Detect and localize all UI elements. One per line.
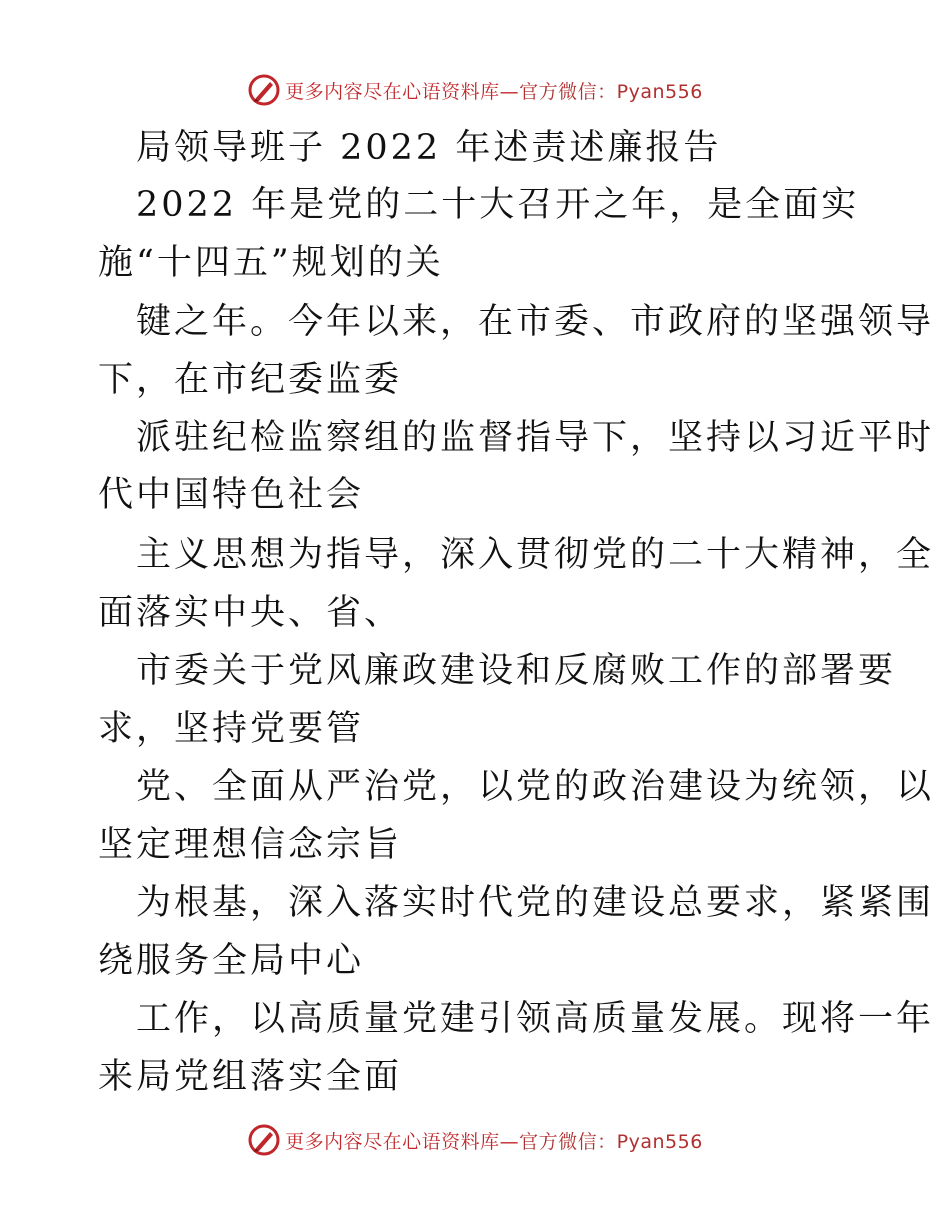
pen-logo-icon <box>247 1123 281 1157</box>
watermark-text: 更多内容尽在心语资料库— <box>285 80 520 103</box>
watermark-contact: 官方微信：Pyan556 <box>519 80 703 103</box>
text-line: 代中国特色社会 <box>98 475 365 515</box>
footer-watermark <box>0 1120 950 1160</box>
watermark-contact: 官方微信：Pyan556 <box>519 1130 703 1153</box>
text-line: 下，在市纪委监委 <box>98 360 403 400</box>
text-line: 面落实中央、省、 <box>98 593 403 633</box>
text-line: 来局党组落实全面 <box>98 1057 403 1097</box>
text-line: 党、全面从严治党，以党的政治建设为统领，以 <box>136 767 935 807</box>
document-title: 局领导班子 2022 年述责述廉报告 <box>136 128 722 168</box>
text-line: 派驻纪检监察组的监督指导下，坚持以习近平时 <box>136 418 935 458</box>
text-line: 主义思想为指导，深入贯彻党的二十大精神，全 <box>136 535 935 575</box>
pen-logo-icon <box>247 73 281 107</box>
text-line: 2022 年是党的二十大召开之年，是全面实 <box>136 185 860 225</box>
text-line: 绕服务全局中心 <box>98 941 365 981</box>
text-line: 工作，以高质量党建引领高质量发展。现将一年 <box>136 999 935 1039</box>
text-line: 市委关于党风廉政建设和反腐败工作的部署要 <box>136 651 897 691</box>
text-line: 求，坚持党要管 <box>98 709 365 749</box>
header-watermark <box>0 70 950 110</box>
text-line: 施“十四五”规划的关 <box>98 243 444 283</box>
text-line: 键之年。今年以来，在市委、市政府的坚强领导 <box>136 302 935 342</box>
text-line: 为根基，深入落实时代党的建设总要求，紧紧围 <box>136 883 935 923</box>
text-line: 坚定理想信念宗旨 <box>98 825 403 865</box>
watermark-text: 更多内容尽在心语资料库— <box>285 1130 520 1153</box>
